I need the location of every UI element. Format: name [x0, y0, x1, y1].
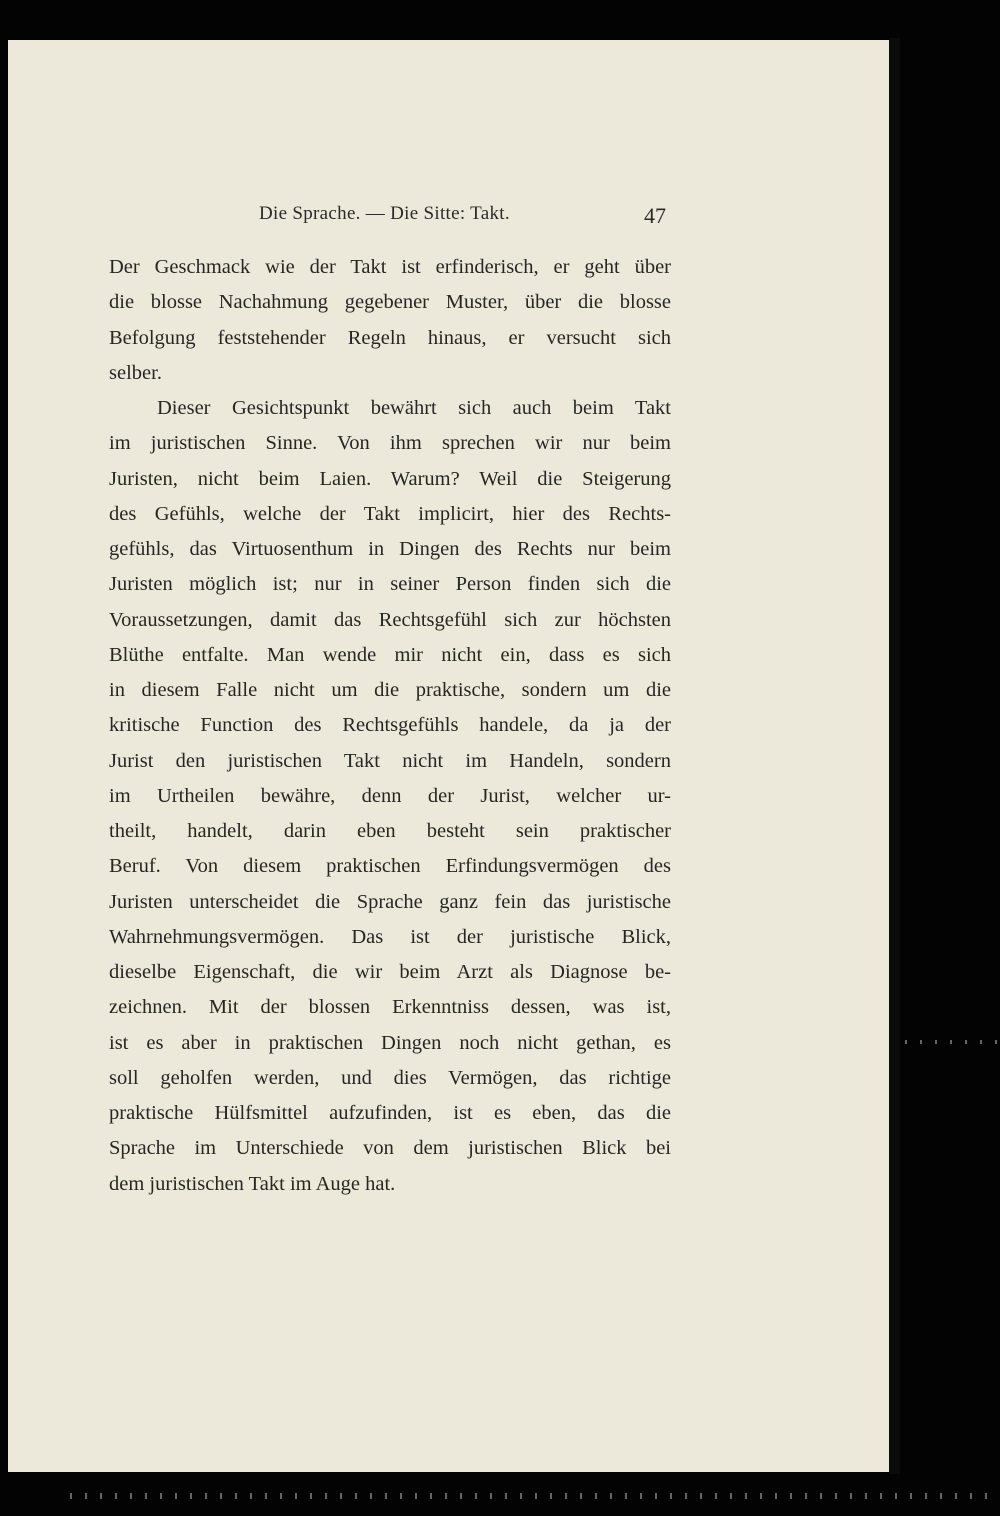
- text-line: im juristischen Sinne. Von ihm sprechen wir nur beim: [109, 432, 671, 455]
- text-line: Dieser Gesichtspunkt bewährt sich auch beim Takt: [157, 397, 671, 419]
- text-line: Befolgung feststehender Regeln hinaus, er versucht sich: [109, 326, 671, 349]
- text-line: im Urtheilen bewähre, denn der Jurist, welcher ur-: [109, 784, 671, 807]
- body-text: [109, 250, 671, 1202]
- text-line: Wahrnehmungsvermögen. Das ist der juristische Blick,: [109, 925, 671, 948]
- text-line: Der Geschmack wie der Takt ist erfinderisch, er geht über: [109, 256, 671, 278]
- scan-ruler-marks: [70, 1493, 1000, 1499]
- text-line: Beruf. Von diesem praktischen Erfindungsvermögen des: [109, 855, 671, 878]
- text-line: Jurist den juristischen Takt nicht im Handeln, sondern: [109, 749, 671, 772]
- text-line: Blüthe entfalte. Man wende mir nicht ein, dass es sich: [109, 643, 671, 666]
- book-page: [8, 40, 889, 1472]
- text-line: die blosse Nachahmung gegebener Muster, über die blosse: [109, 291, 671, 314]
- text-line: Juristen unterscheidet die Sprache ganz fein das juristische: [109, 890, 671, 913]
- text-line: zeichnen. Mit der blossen Erkenntniss dessen, was ist,: [109, 996, 671, 1019]
- running-title: Die Sprache. — Die Sitte: Takt.: [259, 203, 510, 224]
- text-line: Sprache im Unterschiede von dem juristischen Blick bei: [109, 1137, 671, 1160]
- text-line: Juristen möglich ist; nur in seiner Person finden sich die: [109, 573, 671, 596]
- text-line: ist es aber in praktischen Dingen noch nicht gethan, es: [109, 1031, 671, 1054]
- text-line: soll geholfen werden, und dies Vermögen, das richtige: [109, 1066, 671, 1089]
- text-line: theilt, handelt, darin eben besteht sein praktischer: [109, 820, 671, 842]
- text-line: gefühls, das Virtuosenthum in Dingen des Rechts nur beim: [109, 538, 671, 560]
- text-line: selber.: [109, 361, 162, 384]
- text-line: dem juristischen Takt im Auge hat.: [109, 1172, 396, 1195]
- scan-ruler-marks: [905, 1040, 1000, 1044]
- text-line: praktische Hülfsmittel aufzufinden, ist es eben, das die: [109, 1102, 671, 1124]
- text-line: Juristen, nicht beim Laien. Warum? Weil die Steigerung: [109, 467, 671, 490]
- page-edge-shadow: [889, 38, 900, 1474]
- text-line: des Gefühls, welche der Takt implicirt, hier des Rechts-: [109, 502, 671, 525]
- text-line: in diesem Falle nicht um die praktische, sondern um die: [109, 679, 671, 701]
- text-line: kritische Function des Rechtsgefühls handele, da ja der: [109, 714, 671, 737]
- text-line: dieselbe Eigenschaft, die wir beim Arzt als Diagnose be-: [109, 961, 671, 983]
- page-number: 47: [644, 203, 666, 228]
- text-line: Voraussetzungen, damit das Rechtsgefühl sich zur höchsten: [109, 608, 671, 631]
